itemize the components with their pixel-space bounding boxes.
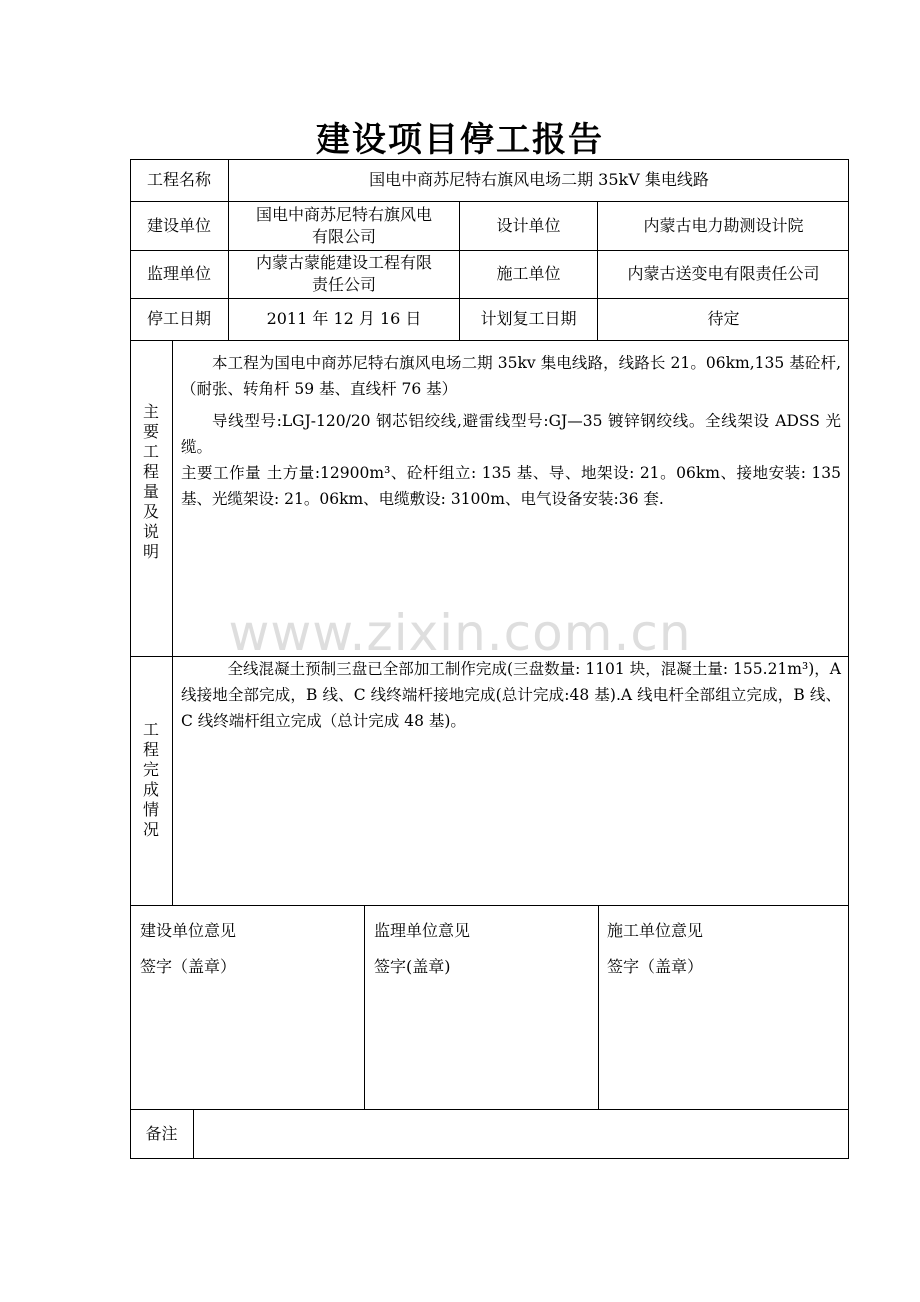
main-work-label: 主要工程量及说明 — [142, 402, 159, 561]
supervision-unit-value: 内蒙古蒙能建设工程有限责任公司 — [255, 253, 432, 294]
progress-description — [181, 656, 841, 734]
stop-date-value: 2011 年 12 月 16 日 — [266, 309, 422, 328]
builder-opinion — [607, 920, 703, 992]
supervision-signature: 签字(盖章) — [374, 957, 451, 976]
construction-signature: 签字（盖章） — [140, 957, 237, 976]
remarks-label: 备注 — [145, 1124, 178, 1143]
page-title: 建设项目停工报告 — [316, 120, 604, 160]
construction-unit-value: 国电中商苏尼特右旗风电有限公司 — [255, 204, 432, 246]
stop-date-label: 停工日期 — [146, 309, 211, 328]
builder-signature: 签字（盖章） — [607, 957, 704, 976]
project-name-value: 国电中商苏尼特右旗风电场二期 35kV 集电线路 — [369, 170, 709, 189]
supervision-opinion — [374, 920, 470, 992]
supervision-opinion-title: 监理单位意见 — [374, 921, 471, 940]
col-divider — [364, 905, 365, 1109]
builder-unit-value: 内蒙古送变电有限责任公司 — [627, 264, 820, 283]
row-divider — [130, 340, 849, 341]
resume-date-value: 待定 — [707, 309, 740, 328]
resume-date-label: 计划复工日期 — [480, 309, 577, 328]
construction-opinion-title: 建设单位意见 — [140, 921, 237, 940]
remarks-value — [194, 1109, 849, 1159]
construction-opinion — [140, 920, 236, 992]
main-work-description — [181, 350, 841, 512]
supervision-unit-label: 监理单位 — [146, 264, 211, 283]
main-work-paragraph: 本工程为国电中商苏尼特右旗风电场二期 35kv 集电线路，线路长 21。06km,135 基砼杆,（耐张、转角杆 59 基、直线杆 76 基） — [181, 354, 841, 398]
builder-opinion-title: 施工单位意见 — [607, 921, 704, 940]
design-unit-value: 内蒙古电力勘测设计院 — [643, 215, 804, 235]
builder-unit-label: 施工单位 — [496, 264, 561, 283]
row-divider — [130, 905, 849, 906]
col-divider — [598, 905, 599, 1109]
progress-paragraph: 全线混凝土预制三盘已全部加工制作完成(三盘数量: 1101 块，混凝土量: 155.21m³)，A 线接地全部完成，B 线、C 线终端杆接地完成(总计完成:48 基).A 线电杆全部组立完成，B 线、C 线终端杆组立完成（总计完成 48 基)。 — [181, 660, 841, 730]
design-unit-label: 设计单位 — [496, 215, 561, 235]
construction-unit-label: 建设单位 — [146, 215, 211, 235]
main-work-paragraph: 导线型号:LGJ-120/20 钢芯铝绞线,避雷线型号:GJ—35 镀锌钢绞线。全线架设 ADSS 光缆。 — [181, 412, 841, 456]
progress-label: 工程完成情况 — [142, 720, 159, 839]
project-name-label: 工程名称 — [146, 170, 211, 189]
watermark: www.zixin.com.cn — [228, 604, 692, 662]
main-work-paragraph: 主要工作量 土方量:12900m³、砼杆组立: 135 基、导、地架设: 21。06km、接地安装: 135 基、光缆架设: 21。06km、电缆敷设: 3100m、电气设备安装:36 套. — [181, 464, 841, 508]
